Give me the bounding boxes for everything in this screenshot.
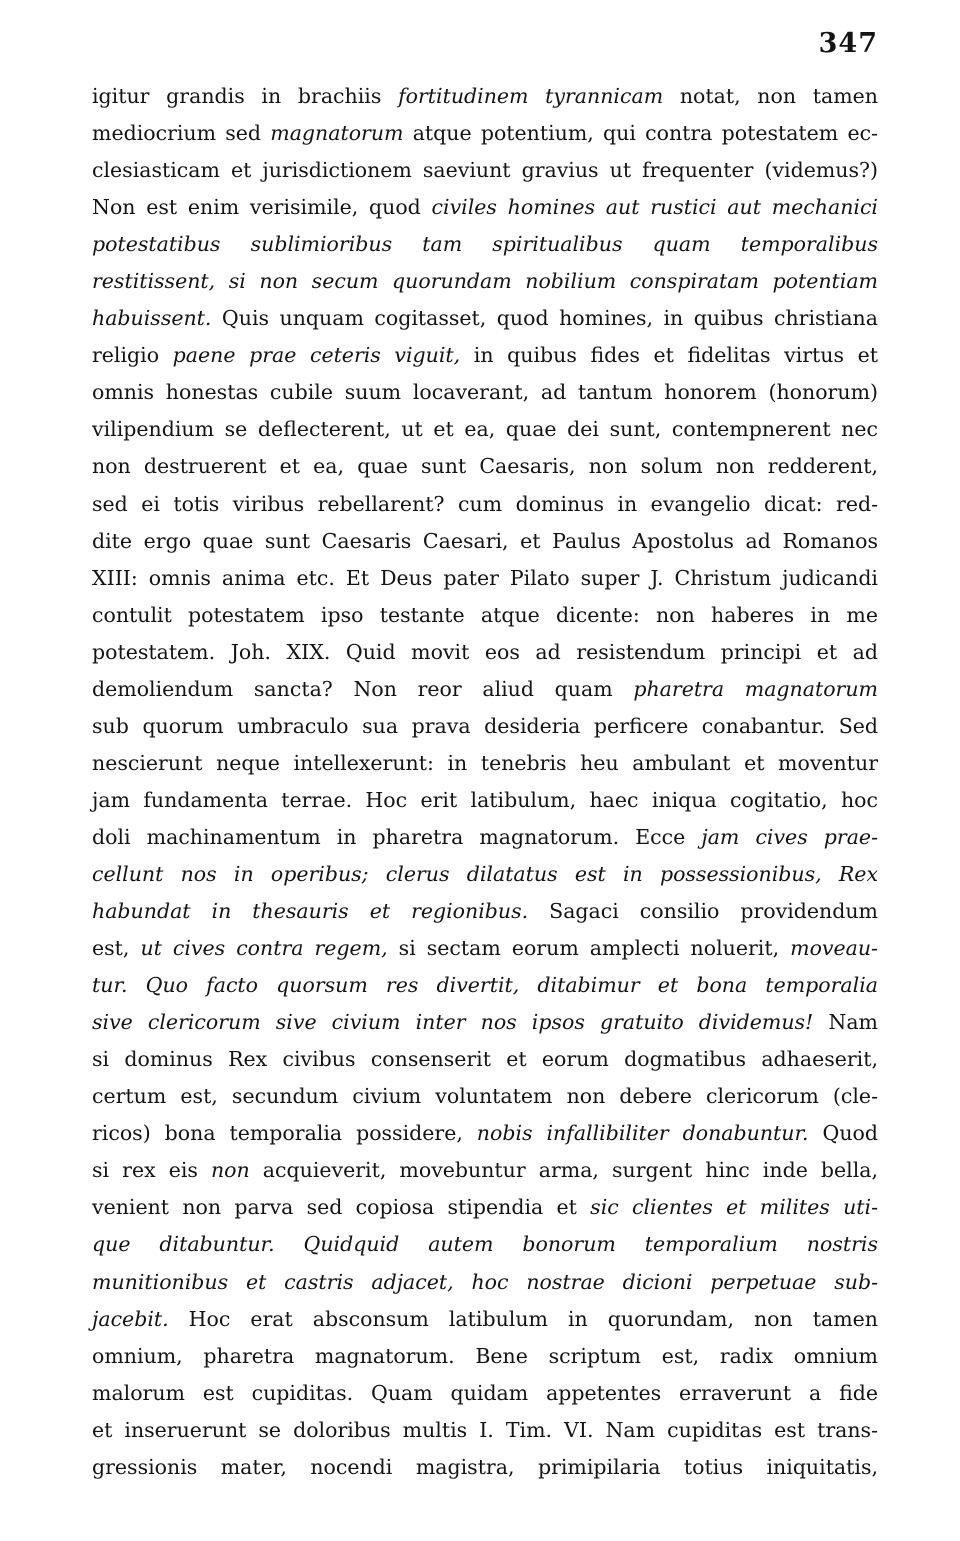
text-run: vilipendium se deflecterent, ut et ea, quae dei sunt, contempnerent nec [92,417,878,442]
italic-text: sic clientes et milites uti- [590,1195,878,1220]
text-run: sed ei totis viribus rebellarent? cum dominus in evangelio dicat: red- [92,491,878,516]
text-line [92,1041,878,1078]
text-line [92,1226,878,1263]
text-run: igitur grandis in brachiis [92,84,399,108]
text-run: potestatem. Joh. XIX. Quid movit eos ad resistendum principi et ad [92,639,878,664]
page-number: 347 [818,28,878,59]
text-run: venient non parva sed copiosa stipendia et [92,1195,591,1220]
text-run: certum est, secundum civium voluntatem non debere clericorum (cle- [92,1084,878,1109]
text-line [92,708,878,745]
text-run: jam fundamenta terrae. Hoc erit latibulum, haec iniqua cogitatio, hoc [92,787,878,812]
italic-text: cellunt nos in operibus; clerus dilatatus est in possessionibus, Rex [92,861,878,886]
text-run: Quis unquam cogitasset, quod homines, in quibus christiana [211,306,878,331]
text-line [92,448,878,485]
text-line [92,1412,878,1449]
text-run: malorum est cupiditas. Quam quidam appetentes erraverunt a fide [92,1380,878,1405]
text-line [92,1189,878,1226]
text-line [92,115,878,152]
text-run: contulit potestatem ipso testante atque dicente: non haberes in me [92,602,878,627]
text-run: Sagaci consilio providendum [528,899,878,924]
text-line [92,745,878,782]
text-run: Quod [808,1121,879,1146]
text-run: Non est enim verisimile, quod [92,195,432,220]
text-line [92,671,878,708]
text-run: si sectam eorum amplecti noluerit, [387,936,791,961]
text-run: mediocrium sed [92,121,271,146]
text-run: doli machinamentum in pharetra magnatorum. Ecce [92,824,702,849]
text-run: atque potentium, qui contra potestatem ec- [403,121,878,146]
text-line [92,226,878,263]
italic-text: magnatorum [270,121,404,146]
text-line [92,486,878,523]
text-run: gressionis mater, nocendi magistra, primipilaria totius iniquitatis, [92,1454,878,1479]
italic-text: tur. Quo facto quorsum res divertit, ditabimur et bona temporalia [92,973,878,998]
text-run: acquieverit, movebuntur arma, surgent hinc inde bella, [249,1158,878,1183]
text-run: Hoc erat absconsum latibulum in quorundam, non tamen [168,1306,878,1331]
text-line [92,930,878,967]
text-line [92,560,878,597]
italic-text: sive clericorum sive civium inter nos ipsos gratuito dividemus! [92,1010,814,1035]
italic-text: munitionibus et castris adjacet, hoc nostrae dicioni perpetuae sub- [92,1269,878,1294]
text-line [92,597,878,634]
text-run: clesiasticam et jurisdictionem saeviunt gravius ut frequenter (videmus?) [92,158,878,183]
italic-text: non [210,1158,250,1183]
text-run: si rex eis [92,1158,211,1183]
text-run: XIII: omnis anima etc. Et Deus pater Pilato super J. Christum judicandi [92,565,878,590]
text-line [92,1375,878,1412]
italic-text: ut cives contra regem, [140,936,388,961]
text-line [92,337,878,374]
text-line [92,263,878,300]
text-line [92,967,878,1004]
text-run: et inseruerunt se doloribus multis I. Tim. VI. Nam cupiditas est trans- [92,1417,878,1442]
text-run: omnium, pharetra magnatorum. Bene scriptum est, radix omnium [92,1343,878,1368]
text-run: religio [92,343,173,368]
text-run: in quibus fides et fidelitas virtus et [460,343,878,368]
text-line [92,856,878,893]
italic-text: fortitudinem tyrannicam [398,84,664,108]
text-line [92,893,878,930]
text-line [92,189,878,226]
text-run: omnis honestas cubile suum locaverant, ad tantum honorem (honorum) [92,380,878,405]
italic-text: jacebit. [92,1306,169,1331]
text-run: nescierunt neque intellexerunt: in tenebris heu ambulant et moventur [92,750,878,775]
body-text [92,78,878,1486]
text-line [92,1338,878,1375]
text-run: sub quorum umbraculo sua prava desideria perficere conabantur. Sed [92,713,878,738]
text-line [92,1004,878,1041]
text-line [92,634,878,671]
italic-text: que ditabuntur. Quidquid autem bonorum temporalium nostris [92,1232,878,1257]
text-run: non destruerent et ea, quae sunt Caesaris, non solum non redderent, [92,454,878,479]
text-run: si dominus Rex civibus consenserit et eorum dogmatibus adhaeserit, [92,1047,878,1072]
text-line [92,819,878,856]
text-line [92,1264,878,1301]
text-line [92,1078,878,1115]
text-line [92,1449,878,1486]
text-run: Nam [813,1010,878,1035]
italic-text: restitissent, si non secum quorundam nobilium conspiratam potentiam [92,269,878,294]
text-run: demoliendum sancta? Non reor aliud quam [92,676,634,701]
italic-text: civiles homines aut rustici aut mechanici [431,195,878,220]
text-line [92,782,878,819]
text-run: ricos) bona temporalia possidere, [92,1121,477,1146]
text-run: dite ergo quae sunt Caesaris Caesari, et Paulus Apostolus ad Romanos [92,528,878,553]
text-line [92,1115,878,1152]
italic-text: habuissent. [92,306,212,331]
text-line [92,1301,878,1338]
text-line [92,300,878,337]
italic-text: jam cives prae- [701,824,878,849]
italic-text: paene prae ceteris viguit, [172,343,461,368]
italic-text: potestatibus sublimioribus tam spiritualibus quam temporalibus [92,232,878,257]
text-line [92,374,878,411]
text-line [92,523,878,560]
italic-text: moveau- [790,936,878,961]
text-run: est, [92,936,141,961]
italic-text: pharetra magnatorum [633,676,878,701]
text-line [92,411,878,448]
text-line [92,78,878,115]
italic-text: nobis infallibiliter donabuntur. [476,1121,809,1146]
text-line [92,1152,878,1189]
text-line [92,152,878,189]
italic-text: habundat in thesauris et regionibus. [92,899,529,924]
text-run: notat, non tamen [663,84,878,108]
